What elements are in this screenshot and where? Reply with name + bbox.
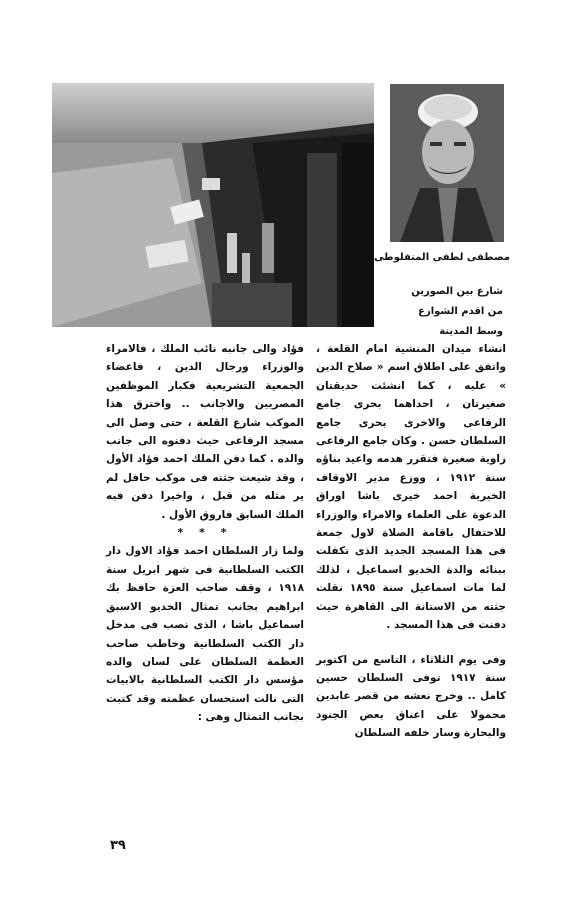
street-photo [52,83,374,327]
left-text-column [106,340,304,727]
paragraph: ولما زار السلطان احمد فؤاد الاول دار الكتب السلطانية فى شهر ابريل سنة ١٩١٨ ، وقف صاحب العزة حافظ بك ابراهيم بجانب تمثال الخديو الاسبق اسماعيل باشا ، الذى نصب فى مدخل دار الكتب السلطانية وخاطب صاحب العظمة السلطان على لسان والده مؤسس دار الكتب السلطانية بالابيات التى نالت استحسان عظمته وقد كتبت بجانب التمثال وهى : [106,545,304,724]
portrait-caption: مصطفى لطفى المنفلوطى [374,252,510,263]
street-caption-line: شارع بين الصورين [411,286,503,297]
paragraph: انشاء ميدان المنشية امام القلعة ، واتفق على اطلاق اسم « صلاح الدين » عليه ، كما انشئت حديقتان صغيرتان ، احداهما بحرى جامع الرفاعى والاخرى بحرى جامع السلطان حسن . وكان جامع الرفاعى زاوية صغيرة فتقرر هدمه واعيد بناؤه سنة ١٩١٢ ، ووزع مدير الاوقاف الخيرية احمد خيرى باشا اوراق الدعوة على العلماء والامراء والوزراء للاحتفال باقامة الصلاة لاول جمعة فى هذا المسجد الجديد الذى تكفلت ببنائه والدة الخديو اسماعيل ، لذلك لما مات اسماعيل سنة ١٨٩٥ نقلت جثته من الاستانة الى القاهرة حيث دفنت فى هذا المسجد . [316,343,506,632]
page-number: ٣٩ [110,838,126,853]
paragraph: فؤاد والى جانبه نائب الملك ، فالامراء والوزراء ورجال الدين ، فاعضاء الجمعية التشريعية فكبار الموظفين المصريين والاجانب .. واخترق هذا الموكب شارع القلعة ، حتى وصل الى مسجد الرفاعى حيث دفنوه الى جانب والده . كما دفن الملك احمد فؤاد الأول ، وقد شيعت جثته فى موكب حافل لم ير مثله من قبل ، واخيرا دفن فيه الملك السابق فاروق الأول . [106,343,304,521]
portrait-photo [390,84,504,242]
street-caption [375,282,503,342]
section-separator: * * * [177,526,233,540]
paragraph: وفى يوم الثلاثاء ، التاسع من اكتوبر سنة ١٩١٧ توفى السلطان حسين كامل .. وخرج نعشه من قصر عابدين محمولا على اعناق بعض الجنود والبحارة وسار خلفه السلطان [316,653,507,740]
street-caption-line: وسط المدينة [439,326,503,337]
right-text-column [316,340,506,743]
street-caption-line: من اقدم الشوارع [418,306,503,317]
